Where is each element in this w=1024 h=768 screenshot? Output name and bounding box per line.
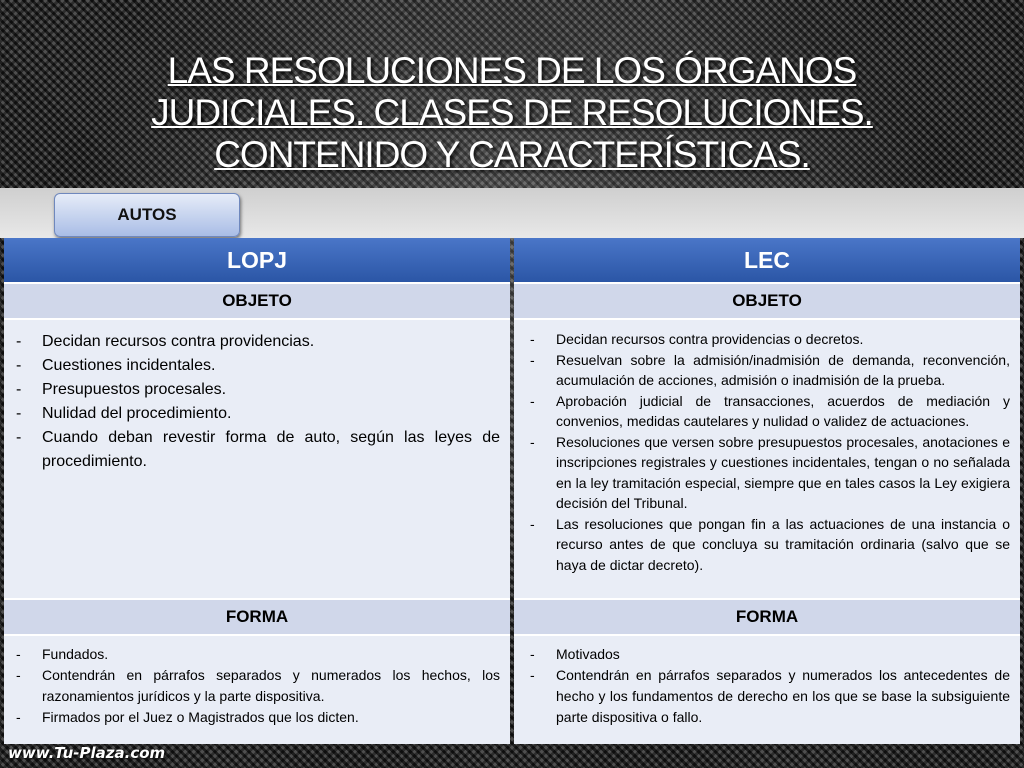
list-item: - Firmados por el Juez o Magistrados que los dicten. [42,707,500,728]
list-item: - Decidan recursos contra providencias. [42,330,500,354]
lec-column [514,238,1020,742]
lopj-column [4,238,510,742]
lopj-objeto-cell [4,320,510,598]
lec-objeto-cell [514,320,1020,598]
lec-forma-list [556,644,1010,728]
list-item: - Decidan recursos contra providencias o decretos. [556,329,1010,350]
lopj-objeto-list [42,330,500,474]
list-item: - Aprobación judicial de transacciones, acuerdos de mediación y convenios, medidas cautelares y nulidad o validez de actuaciones. [556,391,1010,432]
comparison-table [4,238,1020,742]
lec-forma-cell [514,636,1020,744]
list-item: - Contendrán en párrafos separados y numerados los hechos, los razonamientos jurídicos y la parte dispositiva. [42,665,500,707]
lopj-forma-cell [4,636,510,744]
list-item: - Resuelvan sobre la admisión/inadmisión de demanda, reconvención, acumulación de acciones, admisión o inadmisión de la prueba. [556,350,1010,391]
list-item: - Presupuestos procesales. [42,378,500,402]
watermark: www.Tu-Plaza.com [8,744,166,762]
list-item: - Cuando deban revestir forma de auto, según las leyes de procedimiento. [42,426,500,474]
list-item: - Cuestiones incidentales. [42,354,500,378]
list-item: - Resoluciones que versen sobre presupuestos procesales, anotaciones e inscripciones registrales y cuestiones incidentales, tengan o no señalada en la ley tramitación especial, siempre que en tales casos la Ley exigiera decisión del Tribunal. [556,432,1010,514]
list-item: - Fundados. [42,644,500,665]
list-item: - Las resoluciones que pongan fin a las actuaciones de una instancia o recurso antes de que concluya su tramitación ordinaria (salvo que se haya de dictar decreto). [556,514,1010,576]
lopj-objeto-label: OBJETO [4,284,510,320]
lec-objeto-list [556,329,1010,575]
lopj-forma-list [42,644,500,728]
lec-forma-label: FORMA [514,598,1020,636]
slide-title: LAS RESOLUCIONES DE LOS ÓRGANOS JUDICIALES. CLASES DE RESOLUCIONES. CONTENIDO Y CARACTERÍSTICAS. [151,50,873,175]
list-item: - Contendrán en párrafos separados y numerados los antecedentes de hecho y los fundamentos de derecho en los que se base la subsiguiente parte dispositiva o fallo. [556,665,1010,728]
lec-header: LEC [514,238,1020,284]
lopj-forma-label: FORMA [4,598,510,636]
list-item: - Motivados [556,644,1010,665]
list-item: - Nulidad del procedimiento. [42,402,500,426]
lec-objeto-label: OBJETO [514,284,1020,320]
autos-tag: AUTOS [54,193,240,237]
lopj-header: LOPJ [4,238,510,284]
